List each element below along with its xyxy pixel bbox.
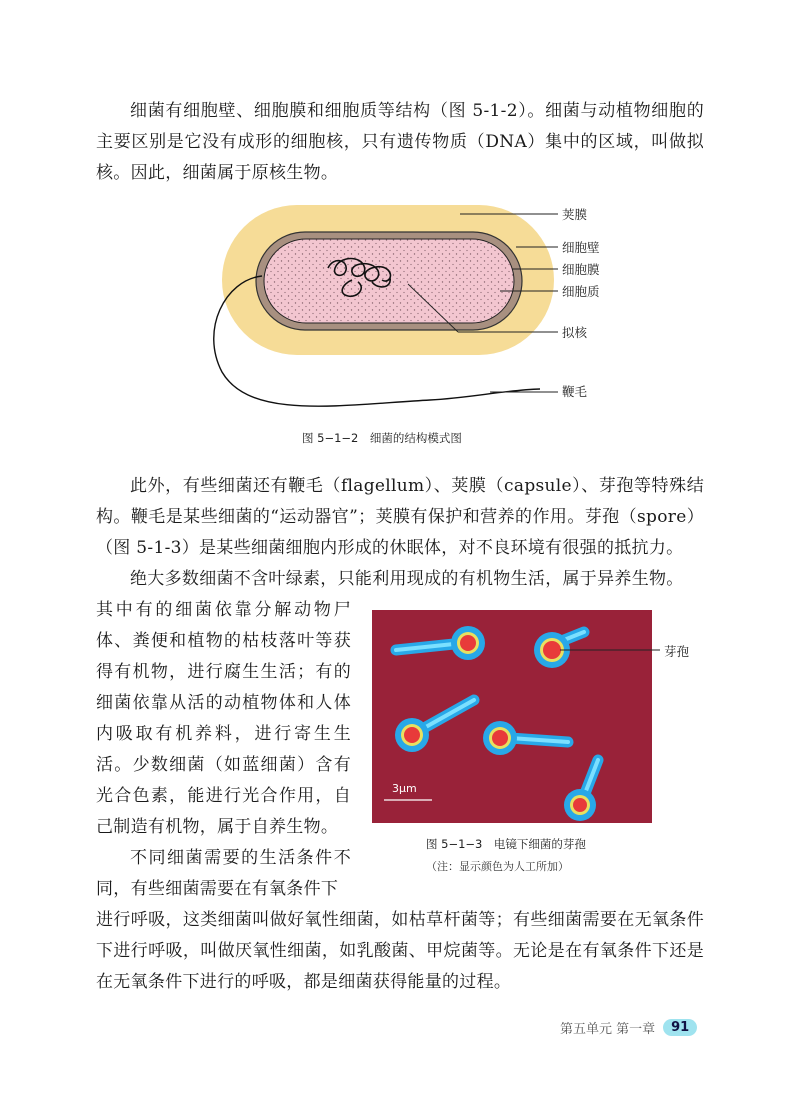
paragraph-nutrition-first-line: 绝大多数细菌不含叶绿素，只能利用现成的有机物生活，属于异养生物。 bbox=[130, 569, 684, 589]
paragraph-nutrition-wrap: 其中有的细菌依靠分解动物尸体、粪便和植物的枯枝落叶等获得有机物，进行腐生生活；有的细菌依靠从活的动植物体和人体内吸取有机养料，进行寄生生活。少数细菌（如蓝细菌）含有光合色素，能进行光合作用，自己制造有机物，属于自养生物。 bbox=[96, 600, 351, 837]
label-capsule: 荚膜 bbox=[562, 207, 588, 222]
page-footer bbox=[560, 1018, 697, 1037]
figure-bacteria-structure bbox=[0, 0, 800, 460]
label-cell-membrane: 细胞膜 bbox=[562, 262, 600, 277]
paragraph-respiration: 进行呼吸，这类细菌叫做好氧性细菌，如枯草杆菌等；有些细菌需要在无氧条件下进行呼吸，叫做厌氧性细菌，如乳酸菌、甲烷菌等。无论是在有氧条件下还是在无氧条件下进行的呼吸，都是细菌获得能量的过程。 bbox=[96, 910, 704, 992]
figure-spores bbox=[372, 610, 652, 823]
figure-caption-5-1-2: 图 5−1−2 细菌的结构模式图 bbox=[302, 431, 462, 445]
label-cell-wall: 细胞壁 bbox=[562, 240, 600, 255]
paragraph-intro: 细菌有细胞壁、细胞膜和细胞质等结构（图 5-1-2）。细菌与动植物细胞的主要区别是它没有成形的细胞核，只有遗传物质（DNA）集中的区域，叫做拟核。因此，细菌属于原核生物。 bbox=[96, 101, 704, 183]
paragraph-special-structures: 此外，有些细菌还有鞭毛（flagellum）、荚膜（capsule）、芽孢等特殊结构。鞭毛是某些细菌的“运动器官”；荚膜有保护和营养的作用。芽孢（spore）（图 5-1-3）是某些细菌细胞内形成的休眠体，对不良环境有很强的抵抗力。 bbox=[96, 476, 704, 558]
label-cytoplasm: 细胞质 bbox=[562, 284, 600, 299]
chapter-label: 第五单元 第一章 bbox=[560, 1022, 656, 1037]
label-nucleoid: 拟核 bbox=[562, 325, 588, 340]
figure-caption-5-1-3: 图 5−1−3 电镜下细菌的芽孢 bbox=[426, 837, 586, 851]
label-flagellum: 鞭毛 bbox=[562, 384, 588, 399]
figure-note-artificial-color: （注：显示颜色为人工所加） bbox=[426, 860, 569, 873]
paragraph-respiration-wrap: 不同细菌需要的生活条件不同，有些细菌需要在有氧条件下 bbox=[96, 848, 351, 899]
bacteria-structure-diagram bbox=[0, 0, 800, 460]
page-number: 91 bbox=[663, 1019, 697, 1036]
label-spore: 芽孢 bbox=[664, 644, 690, 659]
scale-bar-label: 3μm bbox=[392, 782, 417, 795]
